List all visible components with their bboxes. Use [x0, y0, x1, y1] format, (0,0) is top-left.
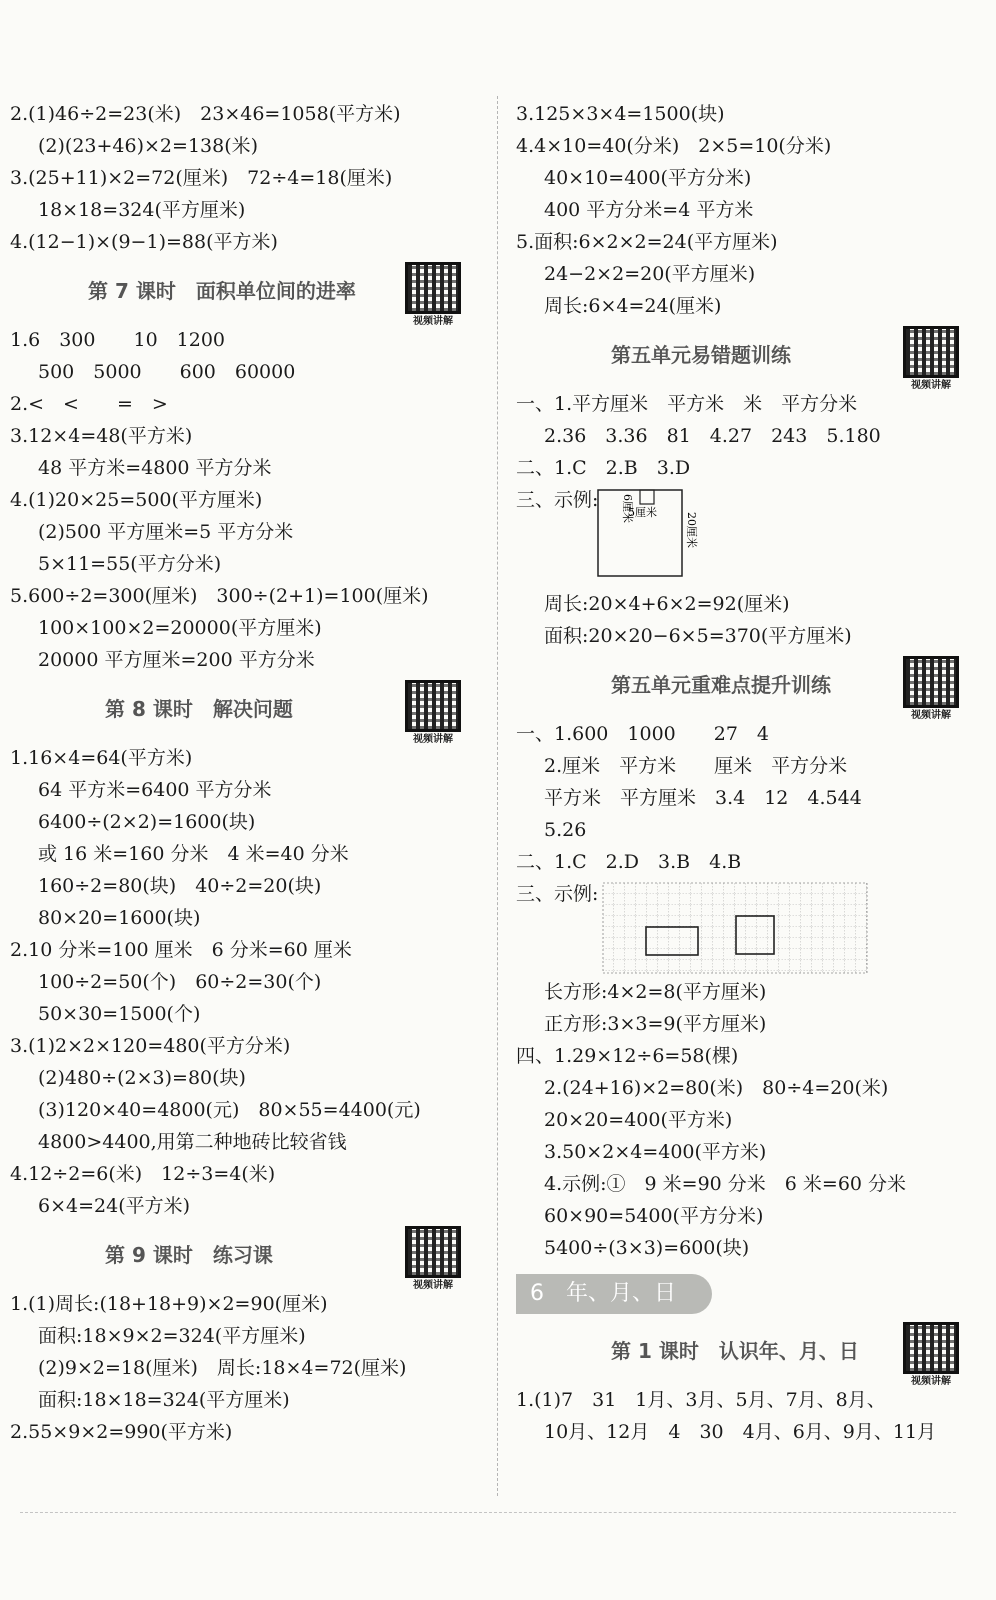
answer-line: 20×20=400(平方米) — [544, 1109, 733, 1131]
unit5-mistakes-answers — [516, 388, 986, 652]
bottom-rule — [20, 1512, 956, 1513]
answer-line: 1.6 300 10 1200 — [10, 329, 226, 351]
answer-line: (2)500 平方厘米=5 平方分米 — [38, 521, 294, 543]
answer-line: 二、1.C 2.D 3.B 4.B — [516, 851, 742, 873]
answer-line: 1.(1)7 31 1月、3月、5月、7月、8月、 — [516, 1389, 886, 1411]
cut-out-rectangle — [640, 490, 654, 504]
qr-caption: 视频讲解 — [911, 710, 951, 721]
lesson8-header — [10, 676, 480, 745]
qr-code-icon — [903, 326, 959, 378]
answer-line: 2.(24+16)×2=80(米) 80÷4=20(米) — [544, 1077, 889, 1099]
answer-line: 60×90=5400(平方分米) — [544, 1205, 764, 1227]
small-height-label: 6厘米 — [621, 494, 634, 523]
answer-line: 面积:18×9×2=324(平方厘米) — [38, 1325, 306, 1347]
answer-line: (3)120×40=4800(元) 80×55=4400(元) — [38, 1099, 421, 1121]
answer-line: 2.(1)46÷2=23(米) 23×46=1058(平方米) — [10, 103, 401, 125]
dotted-grid — [603, 883, 867, 973]
answer-line: 10月、12月 4 30 4月、6月、9月、11月 — [544, 1421, 937, 1443]
lesson7-title: 第 7 课时 面积单位间的进率 — [88, 279, 356, 303]
answer-line: 5400÷(3×3)=600(块) — [544, 1237, 750, 1259]
answer-line: 160÷2=80(块) 40÷2=20(块) — [38, 875, 322, 897]
grid-example-figure — [516, 878, 986, 976]
answer-line: 2.55×9×2=990(平方米) — [10, 1421, 233, 1443]
unit5-key-answers — [516, 718, 986, 1264]
answer-line: 3.(1)2×2×120=480(平方分米) — [10, 1035, 291, 1057]
square-example-figure — [516, 484, 986, 588]
answer-line: 4.(1)20×25=500(平方厘米) — [10, 489, 263, 511]
answer-line: 四、1.29×12÷6=58(棵) — [516, 1045, 739, 1067]
answer-line: 40×10=400(平方分米) — [544, 167, 752, 189]
right-column — [516, 98, 986, 1448]
answer-line: 5.26 — [544, 819, 587, 841]
qr-caption: 视频讲解 — [413, 1280, 453, 1291]
lesson9-qr[interactable] — [402, 1226, 464, 1292]
unit6-lesson1-title: 第 1 课时 认识年、月、日 — [611, 1339, 859, 1363]
answer-line: 3.12×4=48(平方米) — [10, 425, 193, 447]
answer-line: 4.(12−1)×(9−1)=88(平方米) — [10, 231, 278, 253]
answer-line: 3.125×3×4=1500(块) — [516, 103, 725, 125]
answer-line: 周长:6×4=24(厘米) — [544, 295, 722, 317]
qr-code-icon — [405, 680, 461, 732]
answer-line: 周长:20×4+6×2=92(厘米) — [544, 593, 790, 615]
left-top-answers — [10, 98, 480, 258]
qr-caption: 视频讲解 — [911, 380, 951, 391]
answer-line: 5×11=55(平方分米) — [38, 553, 222, 575]
answer-line: 100÷2=50(个) 60÷2=30(个) — [38, 971, 322, 993]
qr-code-icon — [405, 262, 461, 314]
unit6-banner: 6 年、月、日 — [516, 1274, 712, 1314]
answer-line: 3.(25+11)×2=72(厘米) 72÷4=18(厘米) — [10, 167, 393, 189]
qr-caption: 视频讲解 — [413, 734, 453, 745]
answer-line: 50×30=1500(个) — [38, 1003, 201, 1025]
unit5-key-title: 第五单元重难点提升训练 — [611, 673, 831, 697]
answer-line: 24−2×2=20(平方厘米) — [544, 263, 756, 285]
answer-line: 一、1.平方厘米 平方米 米 平方分米 — [516, 393, 858, 415]
lesson8-qr[interactable] — [402, 680, 464, 746]
answer-line: 48 平方米=4800 平方分米 — [38, 457, 272, 479]
small-width-label: 5厘米 — [628, 506, 657, 519]
unit6-header — [516, 1318, 986, 1387]
answer-line: 64 平方米=6400 平方分米 — [38, 779, 272, 801]
answer-line: 平方米 平方厘米 3.4 12 4.544 — [544, 787, 862, 809]
lesson9-title: 第 9 课时 练习课 — [105, 1243, 273, 1267]
answer-line: 6400÷(2×2)=1600(块) — [38, 811, 256, 833]
answer-line: 2.< < = > — [10, 393, 168, 415]
unit5-mistakes-title: 第五单元易错题训练 — [611, 343, 791, 367]
lesson9-answers — [10, 1288, 480, 1448]
answer-line: 4.4×10=40(分米) 2×5=10(分米) — [516, 135, 832, 157]
lesson8-title: 第 8 课时 解决问题 — [105, 697, 293, 721]
lesson7-qr[interactable] — [402, 262, 464, 328]
answer-line: 正方形:3×3=9(平方厘米) — [544, 1013, 767, 1035]
answer-line: (2)480÷(2×3)=80(块) — [38, 1067, 246, 1089]
unit6-banner-row — [516, 1264, 986, 1318]
unit5-key-qr[interactable] — [900, 656, 962, 722]
answer-line: 二、1.C 2.B 3.D — [516, 457, 691, 479]
unit5-key-header — [516, 652, 986, 721]
answer-line: 80×20=1600(块) — [38, 907, 201, 929]
answer-line: 一、1.600 1000 27 4 — [516, 723, 770, 745]
big-side-label: 20厘米 — [685, 512, 698, 548]
unit5-mistakes-qr[interactable] — [900, 326, 962, 392]
answer-line: 18×18=324(平方厘米) — [38, 199, 246, 221]
grid-diagram — [602, 882, 872, 980]
column-divider — [497, 96, 498, 1496]
answer-line: 长方形:4×2=8(平方厘米) — [544, 981, 767, 1003]
unit6-qr[interactable] — [900, 1322, 962, 1388]
answer-line: 面积:20×20−6×5=370(平方厘米) — [544, 625, 852, 647]
qr-code-icon — [405, 1226, 461, 1278]
qr-code-icon — [903, 656, 959, 708]
answer-line: 5.面积:6×2×2=24(平方厘米) — [516, 231, 778, 253]
answer-line: 或 16 米=160 分米 4 米=40 分米 — [38, 843, 349, 865]
square-diagram — [596, 484, 796, 588]
answer-line: 2.10 分米=100 厘米 6 分米=60 厘米 — [10, 939, 352, 961]
answer-line: (2)(23+46)×2=138(米) — [38, 135, 259, 157]
lesson7-header — [10, 258, 480, 327]
answer-line: 400 平方分米=4 平方米 — [544, 199, 754, 221]
lesson7-answers — [10, 324, 480, 676]
example-label: 三、示例: — [516, 489, 599, 511]
answer-line: 1.(1)周长:(18+18+9)×2=90(厘米) — [10, 1293, 328, 1315]
answer-line: 5.600÷2=300(厘米) 300÷(2+1)=100(厘米) — [10, 585, 429, 607]
answer-line: 1.16×4=64(平方米) — [10, 747, 193, 769]
answer-line: 2.厘米 平方米 厘米 平方分米 — [544, 755, 848, 777]
answer-line: 4.示例:① 9 米=90 分米 6 米=60 分米 — [544, 1173, 907, 1195]
answer-line: 100×100×2=20000(平方厘米) — [38, 617, 322, 639]
qr-caption: 视频讲解 — [911, 1376, 951, 1387]
answer-line: 500 5000 600 60000 — [38, 361, 296, 383]
answer-line: 2.36 3.36 81 4.27 243 5.180 — [544, 425, 881, 447]
answer-line: (2)9×2=18(厘米) 周长:18×4=72(厘米) — [38, 1357, 407, 1379]
unit5-mistakes-header — [516, 322, 986, 391]
answer-line: 20000 平方厘米=200 平方分米 — [38, 649, 315, 671]
answer-line: 4800>4400,用第二种地砖比较省钱 — [38, 1131, 347, 1153]
example-label: 三、示例: — [516, 883, 599, 905]
lesson8-answers — [10, 742, 480, 1222]
answer-line: 面积:18×18=324(平方厘米) — [38, 1389, 290, 1411]
answer-line: 3.50×2×4=400(平方米) — [544, 1141, 767, 1163]
lesson9-header — [10, 1222, 480, 1291]
unit6-answers — [516, 1384, 986, 1448]
right-top-answers — [516, 98, 986, 322]
qr-caption: 视频讲解 — [413, 316, 453, 327]
qr-code-icon — [903, 1322, 959, 1374]
answer-line: 4.12÷2=6(米) 12÷3=4(米) — [10, 1163, 276, 1185]
left-column — [10, 98, 480, 1448]
answer-line: 6×4=24(平方米) — [38, 1195, 191, 1217]
